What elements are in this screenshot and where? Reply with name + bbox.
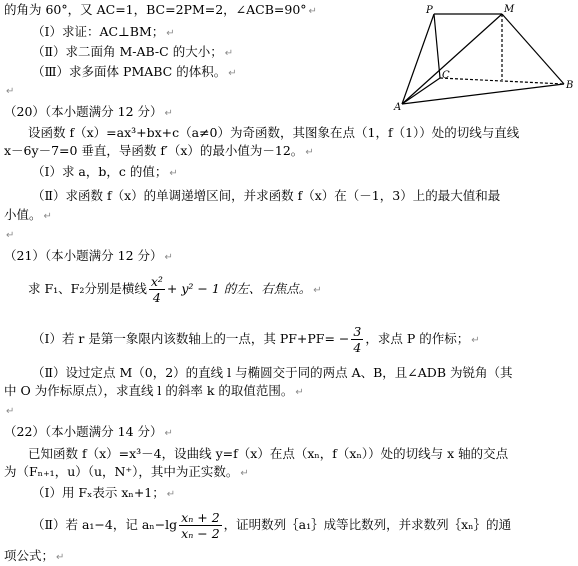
p20-text-line-1: 设函数 f（x）=ax³+bx+c（a≠0）为奇函数，其图象在点（1，f（1））处的切线与直线 [28,125,520,140]
p19-text-line: 的角为 60°，又 AC=1，BC=2PM=2，∠ACB=90° ↵ [4,2,317,17]
p19-question-2: （Ⅱ）求二面角 M-AB-C 的大小； ↵ [32,44,234,59]
p20-text-line-2: x－6y－7=0 垂直，导函数 f′（x）的最小值为－12。 ↵ [4,143,314,158]
empty-paragraph [4,82,14,100]
paragraph-mark-icon: ↵ [6,86,15,97]
p21-text-line-1: 求 F₁、F₂分别是横线 $\frac{\text{x²}}{4}$ + y² − 1 的左、右焦点。 ↵ [28,274,322,305]
p19-question-1: （Ⅰ）求证：AC⊥BM； ↵ [32,24,175,39]
paragraph-mark-icon: ↵ [164,252,173,263]
edge-CB [440,78,564,84]
ellipse-fraction: $\frac{\text{x²}}{4}$ [150,274,163,305]
empty-paragraph [4,226,14,244]
paragraph-mark-icon: ↵ [224,48,234,59]
p21-header: （21）（本小题满分 12 分） ↵ [4,248,173,263]
paragraph-mark-icon: ↵ [240,468,249,479]
paragraph-mark-icon: ↵ [164,108,173,119]
paragraph-mark-icon: ↵ [228,68,237,79]
paragraph-mark-icon: ↵ [6,406,15,417]
paragraph-mark-icon: ↵ [164,428,173,439]
paragraph-mark-icon: ↵ [295,387,304,398]
paragraph-mark-icon: ↵ [6,230,15,241]
p22-text-line-2: 为（Fₙ₊₁，u）（u，N⁺），其中为正实数。 ↵ [4,464,249,479]
p19-question-3: （Ⅲ）求多面体 PMABC 的体积。 ↵ [32,64,237,79]
edge-MA [402,14,502,104]
p20-header: （20）（本小题满分 12 分） ↵ [4,104,173,119]
p22-question-2-cont: 项公式； ↵ [4,548,65,563]
paragraph-mark-icon: ↵ [169,168,178,179]
p21-question-2-cont: 中 O 为作标原点），求直线 l 的斜率 k 的取值范围。 ↵ [4,383,304,398]
label-C: C [442,70,450,81]
paragraph-mark-icon: ↵ [56,552,65,563]
paragraph-mark-icon: ↵ [313,285,322,296]
p22-header: （22）（本小题满分 14 分） ↵ [4,424,173,439]
p20-question-2-cont: 小值。 ↵ [4,207,52,222]
label-A: A [394,102,402,112]
paragraph-mark-icon: ↵ [305,147,314,158]
p21-question-2: （Ⅱ）设过定点 M（0，2）的直线 l 与椭圆交于同的两点 A、B，且∠ADB 为锐角（其 [32,365,513,380]
paragraph-mark-icon: ↵ [308,6,317,17]
label-B: B [566,80,574,91]
value-fraction: $\frac{3}{4}$ [353,324,362,355]
paragraph-mark-icon: ↵ [166,28,175,39]
paragraph-mark-icon: ↵ [471,335,480,346]
label-P: P [426,5,433,16]
p20-question-2: （Ⅱ）求函数 f（x）的单调递增区间，并求函数 f（x）在（－1，3）上的最大值和最 [32,188,501,203]
p20-question-1: （Ⅰ）求 a，b，c 的值； ↵ [32,164,178,179]
edge-PA [402,14,434,104]
paragraph-mark-icon: ↵ [166,489,176,500]
empty-paragraph [4,402,14,420]
p21-question-1: （Ⅰ）若 r 是第一象限内该数轴上的一点，其 PF+PF= − $\frac{3}{4}$ ，求点 P 的作标； ↵ [32,324,480,355]
geometry-figure [392,0,578,112]
p22-question-1: （Ⅰ）用 Fₓ表示 xₙ+1； ↵ [32,485,176,500]
paragraph-mark-icon: ↵ [43,211,52,222]
log-fraction: $\frac{\text{xₙ + 2}}{\text{xₙ − 2}}$ [181,510,220,541]
edge-PC [434,14,440,78]
p22-question-2: （Ⅱ）若 a₁−4，记 aₙ−lg $\frac{\text{xₙ + 2}}{\text{xₙ − 2}}$ ，证明数列｛a₁｝成等比数列，并求数列｛xₙ｝的通 [32,510,512,541]
edge-MB [502,14,564,84]
p22-text-line-1: 已知函数 f（x）=x³－4，设曲线 y=f（x）在点（xₙ，f（xₙ））处的切线与 x 轴的交点 [28,446,509,461]
label-M: M [504,4,515,15]
